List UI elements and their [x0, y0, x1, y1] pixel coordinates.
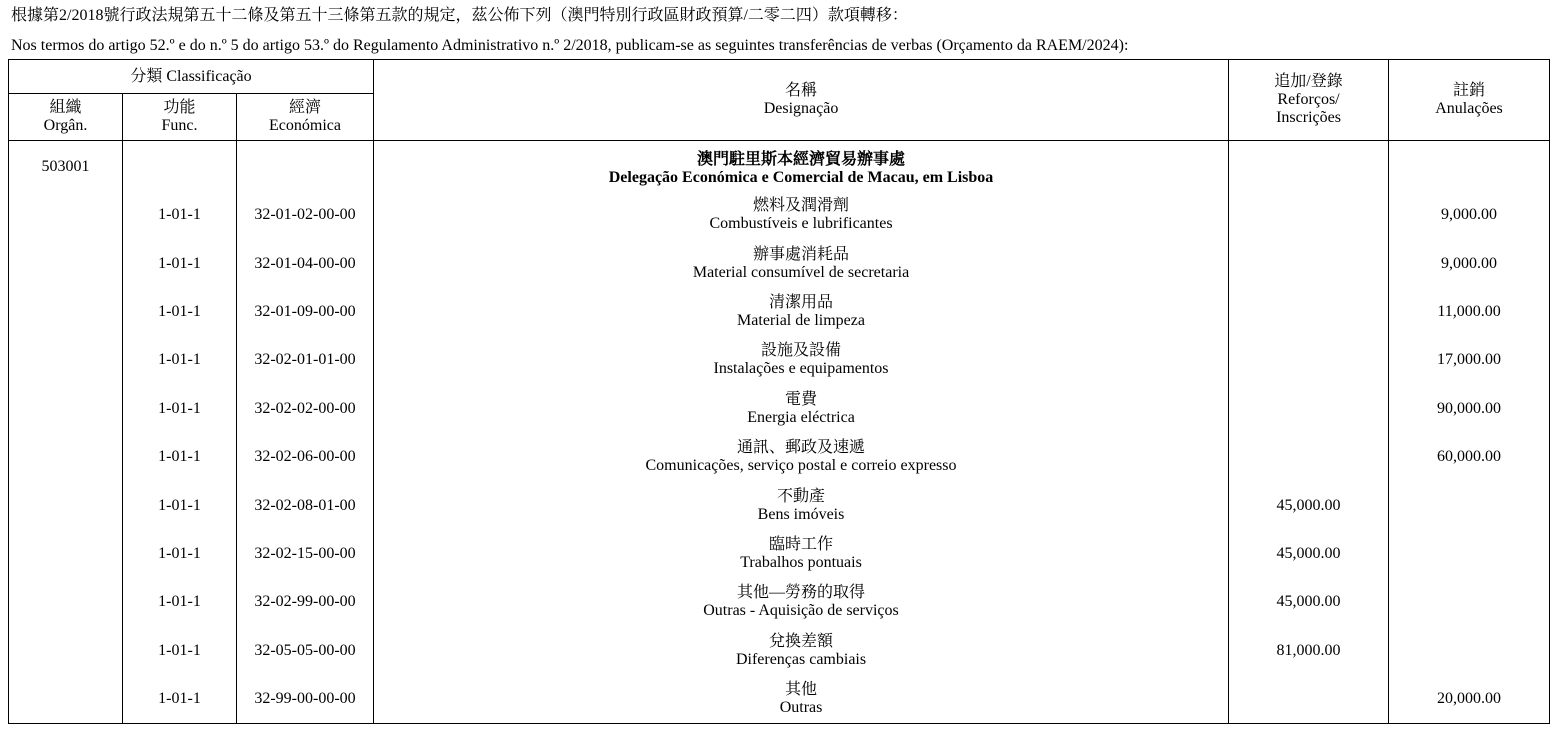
organ-name-zh: 澳門駐里斯本經濟貿易辦事處 [697, 151, 906, 168]
designation-pt: Material de limpeza [737, 311, 865, 329]
header-reforcos-pt1: Reforços/ [1277, 91, 1340, 108]
designation-pt: Comunicações, serviço postal e correio expresso [645, 457, 957, 475]
table-row [9, 627, 1550, 675]
organica-cell [9, 481, 123, 529]
funcional-code: 1-01-1 [123, 336, 237, 384]
funcional-code: 1-01-1 [123, 481, 237, 529]
economica-code: 32-01-09-00-00 [237, 288, 374, 336]
table-row [9, 433, 1550, 481]
anulacao-amount [1389, 627, 1550, 675]
table-row [9, 530, 1550, 578]
organica-cell [9, 675, 123, 724]
header-funcional [123, 94, 237, 141]
designation-pt: Diferenças cambiais [735, 650, 867, 668]
designation-zh: 辦事處消耗品 [753, 245, 850, 263]
designation-cell [374, 675, 1229, 724]
organica-cell [9, 627, 123, 675]
designation-zh: 燃料及潤滑劑 [753, 197, 850, 215]
designation-pt: Instalações e equipamentos [713, 360, 889, 378]
organica-cell [9, 191, 123, 239]
anulacao-amount: 9,000.00 [1389, 239, 1550, 287]
economica-code: 32-02-08-01-00 [237, 481, 374, 529]
header-economica [237, 94, 374, 141]
header-anulacoes-pt: Anulações [1435, 100, 1503, 117]
funcional-code: 1-01-1 [123, 675, 237, 724]
header-reforcos [1229, 60, 1389, 141]
designation-zh: 不動產 [777, 487, 826, 505]
table-row [9, 191, 1550, 239]
organica-cell [9, 433, 123, 481]
designation-cell [374, 627, 1229, 675]
header-reforcos-zh: 追加/登錄 [1274, 73, 1343, 90]
header-funcional-zh: 功能 [163, 99, 196, 116]
header-designacao-pt: Designação [763, 100, 839, 117]
anulacao-amount: 9,000.00 [1389, 191, 1550, 239]
anulacao-amount [1389, 481, 1550, 529]
header-designacao [374, 60, 1229, 141]
economica-code: 32-02-01-01-00 [237, 336, 374, 384]
header-anulacoes-zh: 註銷 [1453, 82, 1486, 99]
header-reforcos-pt2: Inscrições [1276, 109, 1341, 126]
funcional-code: 1-01-1 [123, 191, 237, 239]
anulacao-amount: 20,000.00 [1389, 675, 1550, 724]
organ-row [9, 143, 1550, 191]
header-organica-zh: 組織 [49, 99, 82, 116]
funcional-code: 1-01-1 [123, 288, 237, 336]
designation-cell [374, 530, 1229, 578]
anulacao-amount: 90,000.00 [1389, 385, 1550, 433]
reforco-amount: 81,000.00 [1229, 627, 1389, 675]
designation-zh: 電費 [785, 390, 818, 408]
designation-cell [374, 288, 1229, 336]
header-classificacao: 分類 Classificação [9, 60, 374, 94]
table-row [9, 481, 1550, 529]
designation-zh: 其他—勞務的取得 [737, 584, 866, 602]
organ-designation [374, 143, 1229, 191]
organica-cell [9, 336, 123, 384]
designation-zh: 清潔用品 [769, 293, 834, 311]
intro-text-portuguese: Nos termos do artigo 52.º e do n.º 5 do artigo 53.º do Regulamento Administrativo n.º 2/2018, publicam-se as seguintes transferências de verbas (Orçamento da RAEM/2024): [11, 37, 1129, 54]
organ-code: 503001 [9, 143, 123, 191]
funcional-code: 1-01-1 [123, 433, 237, 481]
designation-pt: Outras [779, 699, 823, 717]
designation-zh: 其他 [785, 681, 818, 699]
reforco-amount [1229, 239, 1389, 287]
table-row [9, 288, 1550, 336]
anulacao-amount [1389, 530, 1550, 578]
designation-cell [374, 578, 1229, 626]
designation-pt: Bens imóveis [757, 505, 845, 523]
economica-code: 32-99-00-00-00 [237, 675, 374, 724]
reforco-amount: 45,000.00 [1229, 530, 1389, 578]
designation-pt: Trabalhos pontuais [740, 553, 862, 571]
reforco-amount: 45,000.00 [1229, 481, 1389, 529]
designation-cell [374, 191, 1229, 239]
budget-transfer-table [8, 59, 1550, 724]
organica-cell [9, 288, 123, 336]
organ-name-pt: Delegação Económica e Comercial de Macau, em Lisboa [608, 169, 994, 186]
designation-cell [374, 385, 1229, 433]
reforco-amount [1229, 675, 1389, 724]
anulacao-amount: 17,000.00 [1389, 336, 1550, 384]
designation-cell [374, 433, 1229, 481]
designation-zh: 兌換差額 [769, 632, 834, 650]
header-anulacoes [1389, 60, 1550, 141]
reforco-amount [1229, 385, 1389, 433]
table-row [9, 385, 1550, 433]
reforco-amount [1229, 191, 1389, 239]
economica-code: 32-01-04-00-00 [237, 239, 374, 287]
organica-cell [9, 530, 123, 578]
reforco-amount [1229, 433, 1389, 481]
funcional-code: 1-01-1 [123, 385, 237, 433]
designation-pt: Combustíveis e lubrificantes [709, 215, 893, 233]
funcional-code: 1-01-1 [123, 578, 237, 626]
reforco-amount: 45,000.00 [1229, 578, 1389, 626]
economica-code: 32-01-02-00-00 [237, 191, 374, 239]
header-economica-zh: 經濟 [289, 99, 322, 116]
designation-cell [374, 481, 1229, 529]
organica-cell [9, 385, 123, 433]
anulacao-amount [1389, 578, 1550, 626]
reforco-amount [1229, 336, 1389, 384]
funcional-code: 1-01-1 [123, 627, 237, 675]
header-organica-pt: Orgân. [43, 117, 88, 134]
funcional-code: 1-01-1 [123, 239, 237, 287]
designation-pt: Outras - Aquisição de serviços [703, 602, 899, 620]
economica-code: 32-02-06-00-00 [237, 433, 374, 481]
table-row [9, 336, 1550, 384]
header-organica [9, 94, 123, 141]
economica-code: 32-02-15-00-00 [237, 530, 374, 578]
organica-cell [9, 578, 123, 626]
designation-cell [374, 336, 1229, 384]
designation-zh: 設施及設備 [761, 342, 842, 360]
anulacao-amount: 11,000.00 [1389, 288, 1550, 336]
table-row [9, 578, 1550, 626]
budget-table-body [9, 141, 1550, 724]
economica-code: 32-05-05-00-00 [237, 627, 374, 675]
economica-code: 32-02-99-00-00 [237, 578, 374, 626]
designation-zh: 通訊、郵政及速遞 [737, 439, 866, 457]
header-economica-pt: Económica [269, 117, 341, 134]
anulacao-amount: 60,000.00 [1389, 433, 1550, 481]
economica-code: 32-02-02-00-00 [237, 385, 374, 433]
designation-pt: Energia eléctrica [747, 408, 855, 426]
header-designacao-zh: 名稱 [785, 82, 818, 99]
header-funcional-pt: Func. [161, 117, 198, 134]
designation-pt: Material consumível de secretaria [692, 263, 910, 281]
organica-cell [9, 239, 123, 287]
designation-zh: 臨時工作 [769, 535, 834, 553]
designation-cell [374, 239, 1229, 287]
reforco-amount [1229, 288, 1389, 336]
funcional-code: 1-01-1 [123, 530, 237, 578]
intro-text-chinese: 根據第2/2018號行政法規第五十二條及第五十三條第五款的規定，茲公佈下列（澳門特別行政區財政預算/二零二四）款項轉移： [11, 7, 908, 24]
table-row [9, 675, 1550, 724]
table-row [9, 239, 1550, 287]
